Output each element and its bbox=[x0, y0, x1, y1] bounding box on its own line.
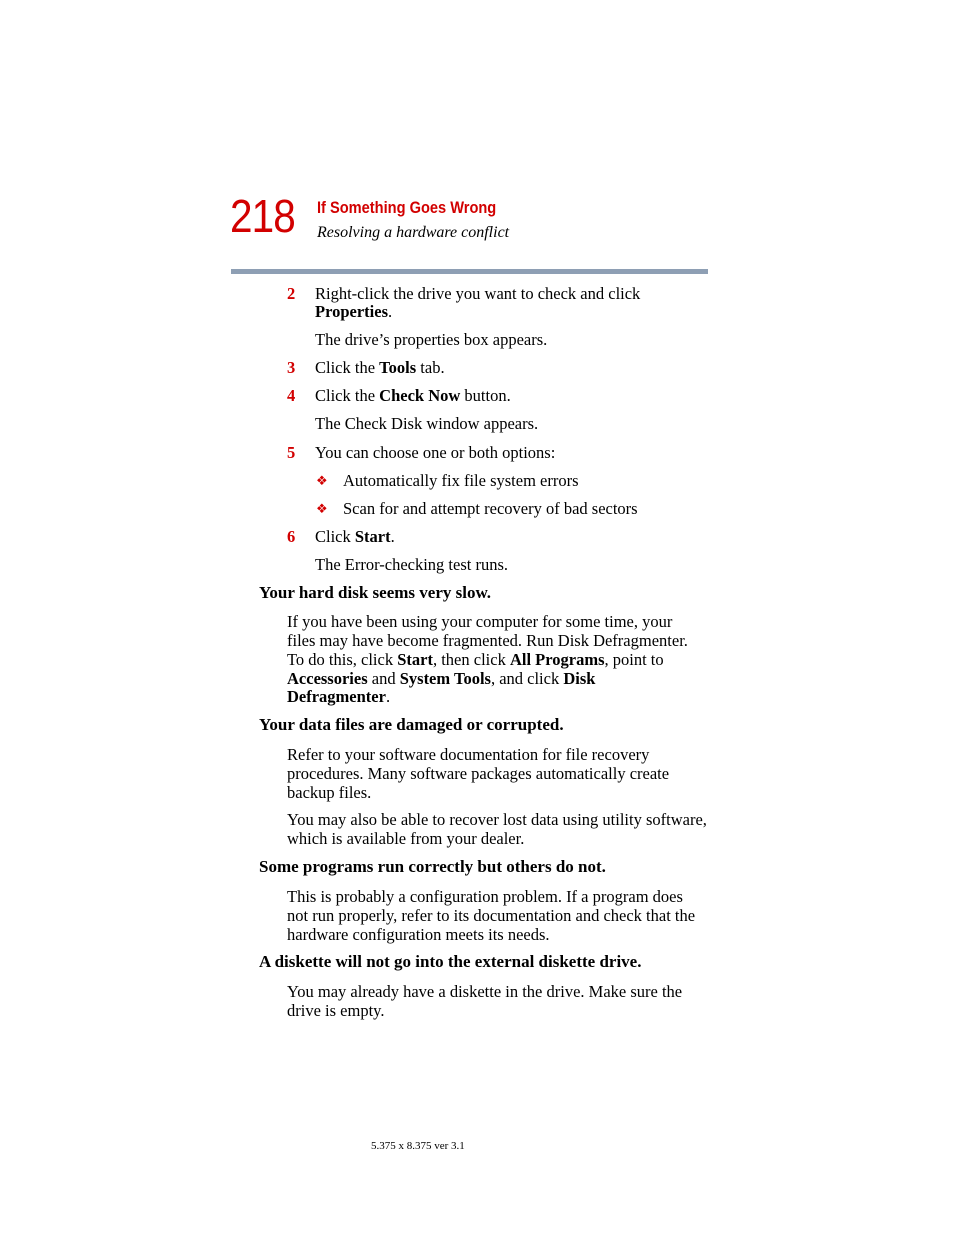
step-result: The drive’s properties box appears. bbox=[315, 330, 548, 349]
section-heading: Some programs run correctly but others do not. bbox=[259, 857, 606, 876]
step-text bbox=[315, 527, 395, 546]
step-text-part: . bbox=[390, 527, 395, 546]
step-result: The Check Disk window appears. bbox=[315, 414, 539, 433]
step-number: 6 bbox=[287, 527, 296, 546]
body-paragraph: You may also be able to recover lost data using utility software, which is available from your dealer. bbox=[287, 810, 707, 848]
step-text: . bbox=[388, 302, 393, 321]
step-number: 5 bbox=[287, 443, 296, 462]
body-text: , and click bbox=[490, 669, 564, 688]
step-number: 2 bbox=[287, 284, 296, 303]
page-number: 218 bbox=[230, 190, 295, 242]
step-text bbox=[315, 386, 511, 405]
section-heading: A diskette will not go into the external diskette drive. bbox=[259, 952, 642, 971]
ui-term: Defragmenter bbox=[287, 687, 386, 706]
footer-note: 5.375 x 8.375 ver 3.1 bbox=[371, 1140, 465, 1152]
ui-term: Properties bbox=[315, 302, 389, 321]
ui-term: System Tools bbox=[399, 669, 491, 688]
ui-term: Start bbox=[397, 650, 433, 669]
step-number: 4 bbox=[287, 386, 296, 405]
step-text-cont bbox=[315, 302, 392, 321]
option-item: Scan for and attempt recovery of bad sectors bbox=[343, 499, 638, 518]
section-heading: Your data files are damaged or corrupted. bbox=[259, 715, 564, 734]
chapter-title: If Something Goes Wrong bbox=[317, 198, 497, 217]
header-rule bbox=[231, 269, 708, 274]
section-title: Resolving a hardware conflict bbox=[317, 224, 510, 241]
step-text bbox=[315, 358, 445, 377]
step-result: The Error-checking test runs. bbox=[315, 555, 509, 574]
ui-term: Tools bbox=[379, 358, 417, 377]
step-text-part: button. bbox=[460, 386, 511, 405]
bullet-icon: ❖ bbox=[316, 473, 328, 488]
body-text: , point to bbox=[604, 650, 664, 669]
ui-term: Start bbox=[354, 527, 391, 546]
body-line: files may have become fragmented. Run Disk Defragmenter. bbox=[287, 631, 688, 650]
body-line: If you have been using your computer for some time, your bbox=[287, 612, 673, 631]
bullet-icon: ❖ bbox=[316, 501, 328, 516]
step-text-part: Click the bbox=[315, 386, 380, 405]
step-text: Right-click the drive you want to check and click bbox=[315, 284, 641, 303]
body-paragraph: This is probably a configuration problem. If a program does not run properly, refer to its documentation and check that the hardware configuration meets its needs. bbox=[287, 887, 696, 944]
body-paragraph: Refer to your software documentation for file recovery procedures. Many software packages automatically create backup files. bbox=[287, 745, 670, 802]
step-text-part: Click the bbox=[315, 358, 380, 377]
body-line bbox=[287, 650, 664, 669]
step-text-part: Click bbox=[315, 527, 355, 546]
body-text: and bbox=[367, 669, 400, 688]
ui-term: Check Now bbox=[379, 386, 461, 405]
ui-term: Disk bbox=[563, 669, 596, 688]
body-paragraph: You may already have a diskette in the drive. Make sure the drive is empty. bbox=[287, 982, 683, 1020]
body-text: , then click bbox=[432, 650, 510, 669]
body-line bbox=[287, 669, 595, 688]
ui-term: All Programs bbox=[509, 650, 605, 669]
step-text: You can choose one or both options: bbox=[315, 443, 556, 462]
body-text: . bbox=[385, 687, 391, 706]
step-text-part: tab. bbox=[416, 358, 445, 377]
ui-term: Accessories bbox=[287, 669, 368, 688]
body-text: To do this, click bbox=[287, 650, 398, 669]
body-line bbox=[287, 687, 390, 706]
option-item: Automatically fix file system errors bbox=[343, 471, 579, 490]
section-heading: Your hard disk seems very slow. bbox=[259, 583, 492, 602]
step-number: 3 bbox=[287, 358, 296, 377]
